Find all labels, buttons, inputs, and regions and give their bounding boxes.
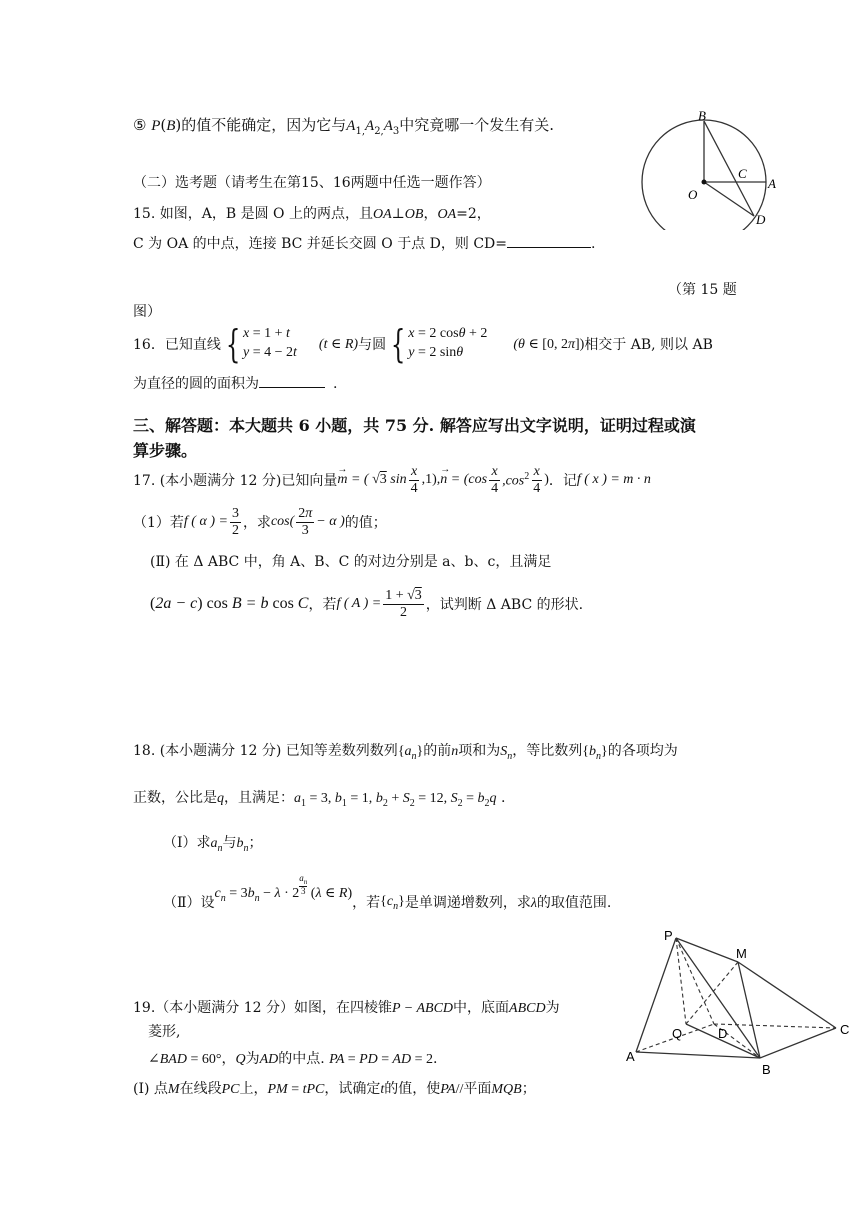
q15-line1: 15. 如图，A，B 是圆 O 上的两点，且OA⊥OB，OA=2， [133,206,491,222]
segment-od [704,182,754,216]
label-q: Q [672,1026,683,1041]
edge-mb [738,962,760,1058]
section-3-line2: 算步骤。 [133,441,198,460]
label-a: A [626,1049,635,1064]
q17-part1: （1）若 f ( α ) = $\frac{3}{2}$ ，求 cos( $\frac{2\pi}{3}$ − α ) 的值； [133,506,387,538]
q17-intro: 17. (本小题满分 12 分)已知向量 m → = ( √3 sin $\frac{x}{4}$ ,1), n → = (cos $\frac{x}{4}$ $,\cos^2$ $\frac{x}{4}$ ) ．记 f ( x ) = m · n [133,464,651,496]
label-p: P [664,928,673,943]
label-m: M [736,946,747,961]
q18-line1: 18. (本小题满分 12 分) 已知等差数列数列$\{a_n\}$的前n项和为$S_n$，等比数列$\{b_n\}$的各项均为 [133,743,678,762]
q19-line3: ∠BAD = 60°，Q为AD的中点. PA = PD = AD = 2. [148,1051,438,1067]
answer-blank [507,247,591,248]
q18-part2: （Ⅱ）设 $c_n = 3b_n - \lambda \cdot 2$ $\frac{a_n}{3}$ (λ ∈ R) ，若 $\{c_n\}$ 是单调递增数列，求 λ 的取值范围. [163,873,612,912]
edge-pa [636,938,676,1052]
label-d: D [718,1026,728,1041]
label-d: D [756,212,766,227]
section-3-line1: 三、解答题：本大题共 6 小题，共 75 分. 解答应写出文字说明，证明过程或演 [133,416,696,435]
label-a: A [768,176,776,191]
circle-param-system: { x = 2 cosθ + 2 y = 2 sinθ [390,322,488,366]
q18-line2: 正数，公比是q，且满足：$a_1 = 3$, $b_1 = 1$, $b_2 + S_2 = 12$, $S_2 = b_2q$ . [133,790,506,809]
q17-part2-condition: (2a − c) cos B = b cos C ，若 f ( A ) = $\frac{1 + √3}{2}$ ，试判断 Δ ABC 的形状. [150,588,584,620]
q15-circle-figure [636,108,786,230]
label-c: C [738,166,747,181]
q15-line2: C 为 OA 的中点，连接 BC 并延长交圆 O 于点 D，则 CD= . [133,236,596,252]
q17-part2-label: (Ⅱ) 在 Δ ABC 中，角 A、B、C 的对边分别是 a、b、c，且满足 [150,554,552,570]
section-optional-heading: （二）选考题（请考生在第15、16两题中任选一题作答） [133,175,491,191]
item-5-line: ⑤ P(B)的值不能确定，因为它与$A_{1,}A_{2,}A_3$中究竟哪一个发生有关. [133,116,555,137]
q19-part1: (I) 点M在线段PC上，PM = tPC，试确定t的值，使PA//平面MQB； [133,1081,536,1097]
label-b: B [698,108,706,123]
q18-part1: （Ⅰ）求$a_n$与$b_n$； [163,835,263,854]
edge-bc [760,1028,836,1058]
q19-pyramid-figure [620,928,856,1090]
q16-line2: 为直径的圆的面积为 . [133,376,338,392]
answer-blank [259,387,325,388]
line-param-system: { x = 1 + t y = 4 − 2t [225,322,297,366]
edge-mc [738,962,836,1028]
edge-ab [636,1052,760,1058]
q19-line2: 菱形, [148,1024,181,1040]
q15-caption-b: 图） [133,304,161,320]
edge-dc [714,1024,836,1028]
label-b: B [762,1062,771,1077]
q19-line1: 19.（本小题满分 12 分）如图，在四棱锥P − ABCD中，底面ABCD为 [133,1000,560,1016]
q16-line1: 16．已知直线 { x = 1 + t y = 4 − 2t (t ∈ R) 与圆 { x = 2 cosθ + 2 y = 2 sinθ (θ ∈ [0, 2π]) 相交于 AB, 则以 AB [133,322,713,366]
q15-caption-a: （第 15 题 [668,282,737,298]
label-o: O [688,187,698,202]
point-o [702,180,707,185]
label-c: C [840,1022,850,1037]
